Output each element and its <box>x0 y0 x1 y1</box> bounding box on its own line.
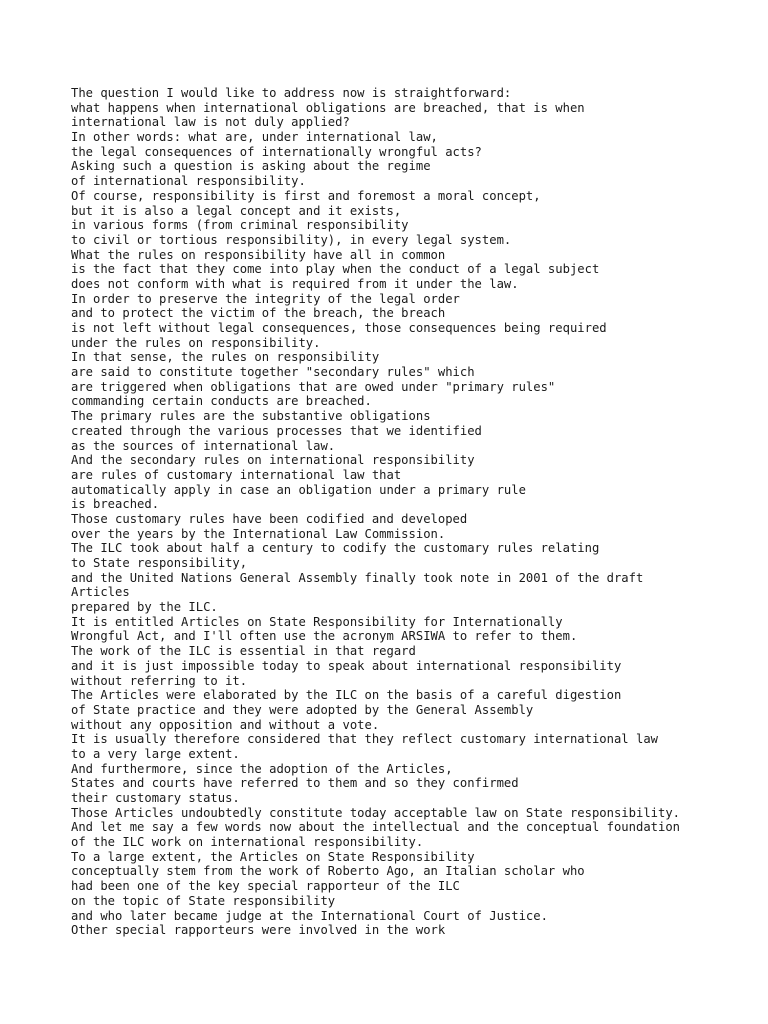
text-line: their customary status. <box>71 791 240 805</box>
text-line: under the rules on responsibility. <box>71 335 321 350</box>
text-line: and who later became judge at the International Court of Justice. <box>71 908 548 923</box>
text-line: Those customary rules have been codified and developed <box>71 511 468 526</box>
text-line: And furthermore, since the adoption of the Articles, <box>71 761 453 776</box>
text-line: It is entitled Articles on State Responsibility for Internationally <box>71 614 563 629</box>
text-line: created through the various processes that we identified <box>71 423 482 438</box>
text-line: are rules of customary international law that <box>71 467 402 482</box>
text-line: commanding certain conducts are breached. <box>71 394 372 409</box>
text-line: and to protect the victim of the breach, the breach <box>71 306 446 321</box>
text-line: is the fact that they come into play when the conduct of a legal subject <box>71 262 600 277</box>
text-line: Other special rapporteurs were involved in the work <box>71 923 446 938</box>
text-line: but it is also a legal concept and it exists, <box>71 203 402 218</box>
document-body <box>71 86 721 938</box>
text-line: and the United Nations General Assembly finally took note in 2001 of the draft <box>71 570 644 585</box>
text-line: is breached. <box>71 497 160 512</box>
text-line: Those Articles undoubtedly constitute today acceptable law on State responsibility. <box>71 805 681 820</box>
text-line: In that sense, the rules on responsibility <box>71 350 380 365</box>
text-line: over the years by the International Law Commission. <box>71 526 446 541</box>
text-line: had been one of the key special rapporteur of the ILC <box>71 879 460 894</box>
text-line: the legal consequences of internationally wrongful acts? <box>71 144 482 159</box>
text-line: What the rules on responsibility have all in common <box>71 247 446 262</box>
text-line: automatically apply in case an obligation under a primary rule <box>71 482 526 497</box>
text-line: what happens when international obligations are breached, that is when <box>71 100 585 115</box>
text-line: In order to preserve the integrity of the legal order <box>71 291 460 306</box>
text-line: of the ILC work on international responsibility. <box>71 835 424 850</box>
text-line: Wrongful Act, and I'll often use the acronym ARSIWA to refer to them. <box>71 629 578 644</box>
text-line: on the topic of State responsibility <box>71 893 336 908</box>
text-line: It is usually therefore considered that they reflect customary international law <box>71 732 658 747</box>
text-line: Asking such a question is asking about the regime <box>71 159 431 174</box>
text-line: The question I would like to address now is straightforward: <box>71 86 512 100</box>
text-line: And let me say a few words now about the intellectual and the conceptual foundation <box>71 820 681 835</box>
text-line: are triggered when obligations that are owed under "primary rules" <box>71 379 556 394</box>
text-line: The ILC took about half a century to codify the customary rules relating <box>71 541 600 556</box>
text-line: to State responsibility, <box>71 556 248 570</box>
text-line: of international responsibility. <box>71 174 306 189</box>
text-line: prepared by the ILC. <box>71 600 218 615</box>
text-line: does not conform with what is required from it under the law. <box>71 276 519 291</box>
text-line: The Articles were elaborated by the ILC on the basis of a careful digestion <box>71 688 622 703</box>
text-line: conceptually stem from the work of Roberto Ago, an Italian scholar who <box>71 864 585 879</box>
text-line: And the secondary rules on international responsibility <box>71 453 475 468</box>
text-line: international law is not duly applied? <box>71 115 350 130</box>
text-line: is not left without legal consequences, those consequences being required <box>71 321 607 335</box>
text-line: in various forms (from criminal responsibility <box>71 218 409 233</box>
text-line: Articles <box>71 585 130 600</box>
text-line: to civil or tortious responsibility), in every legal system. <box>71 232 512 247</box>
text-line: without any opposition and without a vote. <box>71 717 380 732</box>
text-line: as the sources of international law. <box>71 438 336 453</box>
text-line: Of course, responsibility is first and foremost a moral concept, <box>71 188 541 203</box>
text-line: to a very large extent. <box>71 746 240 761</box>
text-line: are said to constitute together "secondary rules" which <box>71 365 475 380</box>
text-line: The primary rules are the substantive obligations <box>71 409 431 424</box>
text-line: of State practice and they were adopted by the General Assembly <box>71 702 534 717</box>
text-line: To a large extent, the Articles on State Responsibility <box>71 849 475 864</box>
text-line: and it is just impossible today to speak about international responsibility <box>71 658 622 673</box>
text-line: The work of the ILC is essential in that regard <box>71 644 416 659</box>
text-line: without referring to it. <box>71 673 248 688</box>
text-line: States and courts have referred to them and so they confirmed <box>71 776 519 791</box>
text-line: In other words: what are, under international law, <box>71 130 438 145</box>
